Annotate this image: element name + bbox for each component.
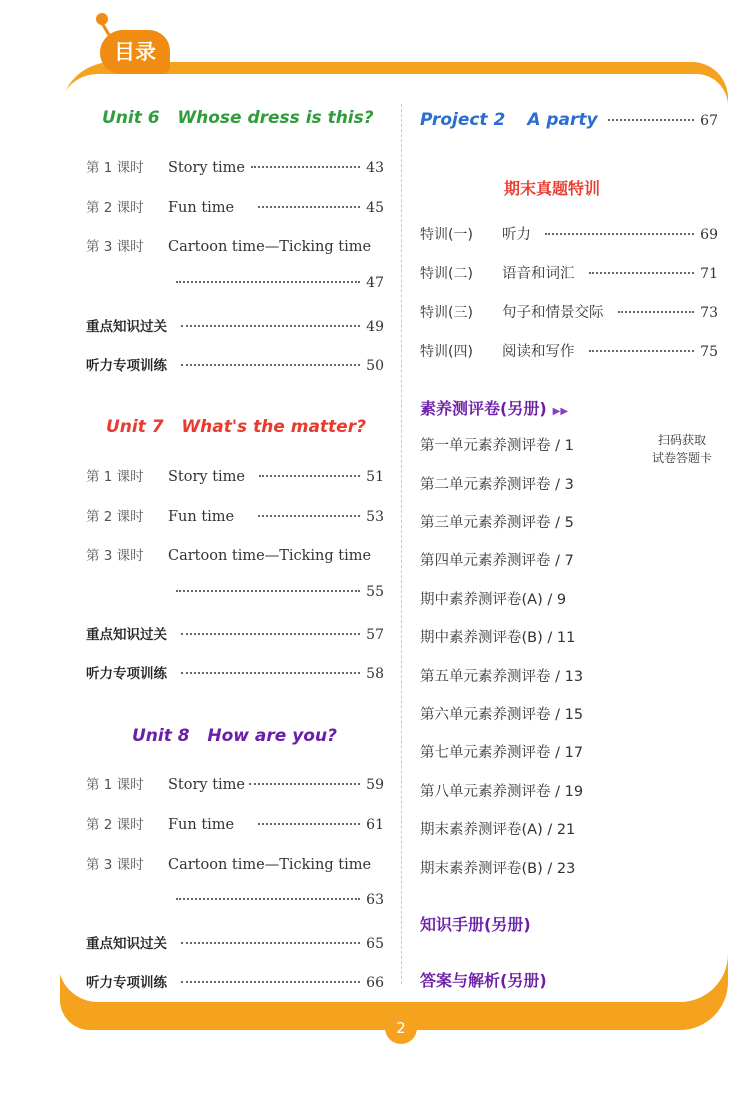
page-number: 67 — [700, 113, 718, 129]
toc-entry[interactable] — [86, 315, 384, 335]
contents-badge: 目录 — [100, 30, 170, 74]
lesson-number: 第 2 课时 — [86, 817, 144, 833]
toc-entry-continued[interactable] — [176, 275, 384, 291]
project-label: Project 2 — [420, 110, 506, 130]
toc-entry-continued[interactable] — [176, 892, 384, 908]
toc-entry[interactable] — [86, 196, 384, 216]
toc-entry[interactable] — [86, 544, 384, 564]
page-number: 75 — [700, 344, 718, 360]
unit-name: How are you? — [207, 726, 337, 746]
page-number: 47 — [366, 275, 384, 291]
unit-label: Unit 6 — [102, 108, 160, 128]
assessment-item[interactable]: 第五单元素养测评卷 / 13 — [420, 669, 584, 685]
section-label: 重点知识过关 — [86, 936, 167, 952]
unit-name: Whose dress is this? — [177, 108, 374, 128]
double-arrow-icon: ▶▶ — [552, 406, 569, 417]
training-entry[interactable] — [420, 340, 718, 361]
lesson-name: Fun time — [168, 509, 235, 525]
assessment-item[interactable]: 第七单元素养测评卷 / 17 — [420, 745, 584, 761]
leader-dots — [181, 325, 360, 327]
scan-note-line-1: 扫码获取 — [658, 433, 707, 447]
lesson-name: Story time — [168, 469, 246, 485]
assessment-item[interactable]: 第二单元素养测评卷 / 3 — [420, 477, 574, 493]
handbook-title[interactable]: 知识手册(另册) — [420, 915, 531, 934]
lesson-name: Cartoon time—Ticking time — [168, 239, 372, 255]
page-number: 63 — [366, 892, 384, 908]
toc-entry[interactable] — [86, 235, 384, 255]
page-number: 53 — [366, 509, 384, 525]
page-number: 69 — [700, 227, 718, 243]
page-number-badge: 2 — [385, 1012, 417, 1044]
leader-dots — [181, 633, 360, 635]
project-name: A party — [527, 110, 598, 130]
page-number: 51 — [366, 469, 384, 485]
leader-dots — [258, 206, 360, 208]
lesson-number: 第 1 课时 — [86, 469, 144, 485]
toc-entry[interactable] — [86, 465, 384, 485]
unit-7-title[interactable] — [106, 417, 366, 437]
leader-dots — [608, 119, 695, 121]
assessment-item[interactable]: 期中素养测评卷(A) / 9 — [420, 592, 567, 608]
toc-entry[interactable] — [86, 156, 384, 176]
page-number: 43 — [366, 160, 384, 176]
leader-dots — [176, 590, 360, 592]
unit-8-title[interactable] — [132, 726, 337, 746]
training-name: 句子和情景交际 — [502, 305, 604, 321]
lesson-number: 第 1 课时 — [86, 777, 144, 793]
leader-dots — [176, 281, 360, 283]
leader-dots — [181, 672, 360, 674]
assessment-item[interactable]: 第三单元素养测评卷 / 5 — [420, 515, 574, 531]
lesson-name: Fun time — [168, 817, 235, 833]
leader-dots — [258, 515, 360, 517]
page-number: 71 — [700, 266, 718, 282]
training-entry[interactable] — [420, 223, 718, 244]
leader-dots — [259, 475, 360, 477]
lesson-name: Cartoon time—Ticking time — [168, 548, 372, 564]
assessment-item[interactable]: 第六单元素养测评卷 / 15 — [420, 707, 584, 723]
section-label: 重点知识过关 — [86, 627, 167, 643]
toc-entry-continued[interactable] — [176, 584, 384, 600]
page-number: 50 — [366, 358, 384, 374]
page-number: 73 — [700, 305, 718, 321]
training-name: 听力 — [502, 227, 531, 243]
training-name: 阅读和写作 — [502, 344, 575, 360]
page-number: 61 — [366, 817, 384, 833]
page-number: 45 — [366, 200, 384, 216]
toc-entry[interactable] — [86, 623, 384, 643]
lesson-number: 第 2 课时 — [86, 200, 144, 216]
toc-entry[interactable] — [86, 354, 384, 374]
leader-dots — [618, 311, 695, 313]
training-label: 特训(四) — [420, 344, 473, 360]
section-label: 听力专项训练 — [86, 666, 167, 682]
toc-entry[interactable] — [86, 971, 384, 991]
page-number: 65 — [366, 936, 384, 952]
lesson-number: 第 3 课时 — [86, 857, 144, 873]
section-label: 听力专项训练 — [86, 975, 167, 991]
leader-dots — [176, 898, 360, 900]
training-label: 特训(一) — [420, 227, 473, 243]
lesson-name: Story time — [168, 777, 246, 793]
scan-note-line-2: 试卷答题卡 — [652, 451, 713, 465]
leader-dots — [181, 981, 360, 983]
toc-entry[interactable] — [86, 662, 384, 682]
page-number: 59 — [366, 777, 384, 793]
training-label: 特训(二) — [420, 266, 473, 282]
lesson-name: Fun time — [168, 200, 235, 216]
lesson-number: 第 3 课时 — [86, 548, 144, 564]
leader-dots — [251, 166, 360, 168]
leader-dots — [181, 942, 360, 944]
final-training-title[interactable]: 期末真题特训 — [504, 179, 601, 198]
assessment-title-text: 素养测评卷(另册) — [420, 399, 547, 418]
leader-dots — [589, 350, 695, 352]
leader-dots — [258, 823, 360, 825]
page-number: 49 — [366, 319, 384, 335]
lesson-name: Cartoon time—Ticking time — [168, 857, 372, 873]
leader-dots — [589, 272, 695, 274]
assessment-item[interactable]: 期末素养测评卷(A) / 21 — [420, 822, 576, 838]
unit-6-title[interactable] — [102, 108, 374, 128]
training-name: 语音和词汇 — [502, 266, 575, 282]
toc-entry[interactable] — [86, 505, 384, 525]
assessment-item[interactable]: 第八单元素养测评卷 / 19 — [420, 784, 584, 800]
toc-entry[interactable] — [86, 773, 384, 793]
project-entry[interactable] — [420, 110, 718, 130]
assessment-item[interactable]: 第一单元素养测评卷 / 1 — [420, 438, 574, 454]
lesson-number: 第 1 课时 — [86, 160, 144, 176]
leader-dots — [249, 783, 360, 785]
page-number: 58 — [366, 666, 384, 682]
unit-name: What's the matter? — [181, 417, 366, 437]
toc-entry[interactable] — [86, 853, 384, 873]
answers-title[interactable]: 答案与解析(另册) — [420, 971, 547, 990]
assessment-item[interactable]: 第四单元素养测评卷 / 7 — [420, 553, 574, 569]
assessment-item[interactable]: 期末素养测评卷(B) / 23 — [420, 861, 576, 877]
training-entry[interactable] — [420, 262, 718, 283]
scan-note — [652, 431, 712, 467]
assessment-title[interactable] — [420, 396, 568, 419]
page-number: 57 — [366, 627, 384, 643]
lesson-name: Story time — [168, 160, 246, 176]
column-divider — [401, 104, 402, 984]
leader-dots — [545, 233, 694, 235]
lesson-number: 第 2 课时 — [86, 509, 144, 525]
page-number: 55 — [366, 584, 384, 600]
unit-label: Unit 7 — [106, 417, 164, 437]
lesson-number: 第 3 课时 — [86, 239, 144, 255]
section-label: 重点知识过关 — [86, 319, 167, 335]
unit-label: Unit 8 — [132, 726, 190, 746]
leader-dots — [181, 364, 360, 366]
page-number: 66 — [366, 975, 384, 991]
training-entry[interactable] — [420, 301, 718, 322]
toc-entry[interactable] — [86, 932, 384, 952]
training-label: 特训(三) — [420, 305, 473, 321]
assessment-item[interactable]: 期中素养测评卷(B) / 11 — [420, 630, 576, 646]
toc-entry[interactable] — [86, 813, 384, 833]
section-label: 听力专项训练 — [86, 358, 167, 374]
